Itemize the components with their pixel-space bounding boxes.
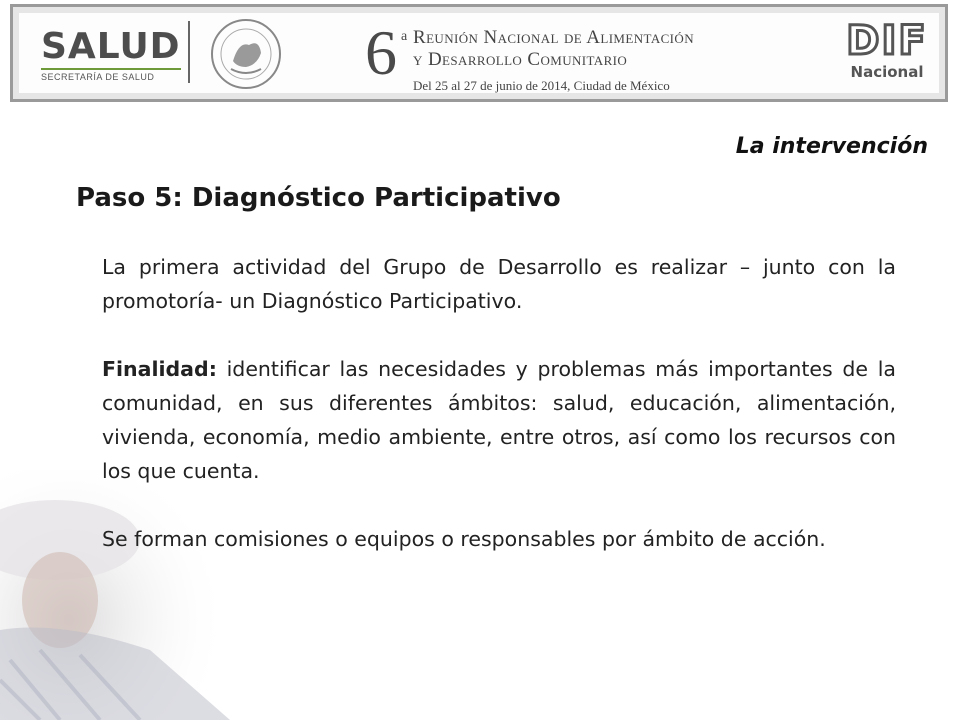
slide-title: Paso 5: Diagnóstico Participativo [76, 183, 561, 213]
salud-logo-subtitle: SECRETARÍA DE SALUD [41, 68, 181, 82]
salud-logo [41, 26, 181, 82]
purpose-text: identificar las necesidades y problemas más importantes de la comunidad, en sus diferentes ámbitos: salud, educación, alimentación, vivienda, economía, medio ambiente, entre otros, así como los recursos con los que cuenta. [102, 357, 896, 483]
meeting-number: 6 [365, 17, 397, 88]
paragraph-commissions: Se forman comisiones o equipos o responsables por ámbito de acción. [102, 527, 826, 551]
meeting-date: Del 25 al 27 de junio de 2014, Ciudad de México [413, 78, 670, 93]
paragraph-purpose [102, 352, 896, 488]
dif-logo-subtitle: Nacional [850, 63, 924, 81]
meeting-title-line-2: y Desarrollo Comunitario [413, 49, 628, 70]
dif-logo-title: DIF [846, 18, 928, 64]
section-tag: La intervención [735, 134, 928, 159]
slide-body [102, 250, 896, 556]
mexico-seal-icon [209, 17, 283, 91]
salud-logo-title: SALUD [41, 26, 181, 67]
meeting-title-line-1: Reunión Nacional de Alimentación [413, 27, 694, 48]
dif-logo [841, 18, 933, 81]
logo-divider [188, 21, 190, 83]
header-banner [10, 4, 948, 102]
meeting-superscript: a [401, 29, 408, 44]
paragraph-intro: La primera actividad del Grupo de Desarrollo es realizar – junto con la promotoría- un Diagnóstico Participativo. [102, 255, 896, 313]
purpose-label: Finalidad: [102, 357, 217, 381]
